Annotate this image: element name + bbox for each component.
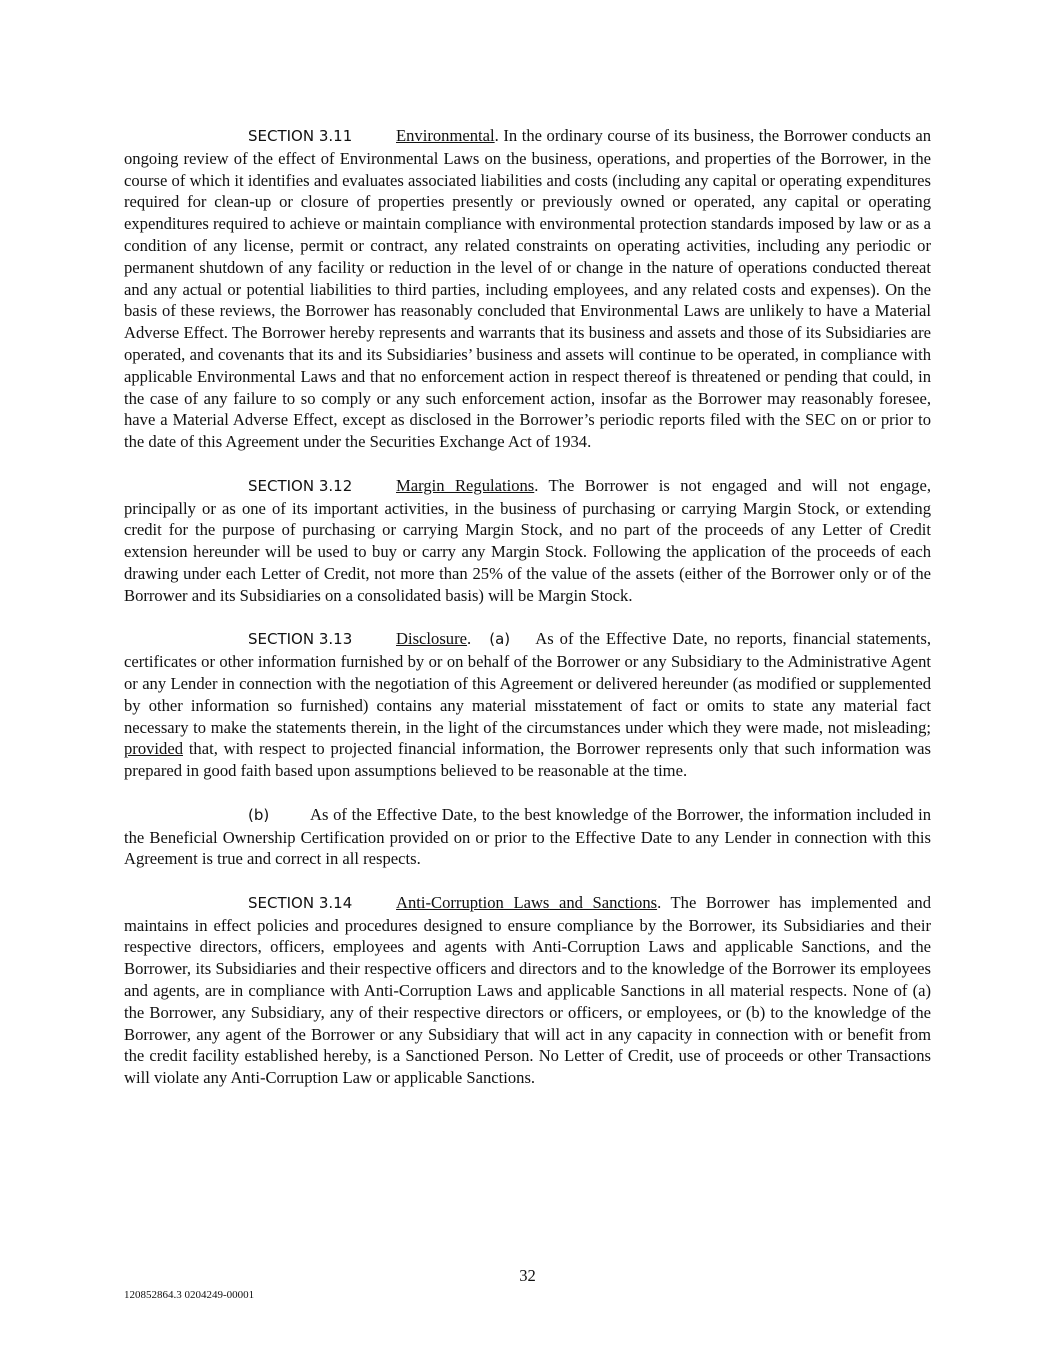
section-text: . In the ordinary course of its business, the Borrower conducts an ongoing review of the effect of Environmental Laws on the business, operations, and properties of the Borrower, in the course of which it identifies and evaluates associated liabilities and costs (including any capital or operating expenditures required for clean-up or closure of properties presently or previously owned or operated, any capital or operating expenditures required to achieve or maintain compliance with environmental protection standards imposed by law or as a condition of any license, permit or contract, any related constraints on operating activities, including any periodic or permanent shutdown of any facility or reduction in the level of or change in the nature of operations conducted thereat and any actual or potential liabilities to third parties, including employees, and any related costs and expenses). On the basis of these reviews, the Borrower has reasonably concluded that Environmental Laws are unlikely to have a Material Adverse Effect. The Borrower hereby represents and warrants that its business and assets and those of its Subsidiaries are operated, and covenants that its and its Subsidiaries’ business and assets will continue to be operated, in compliance with applicable Environmental Laws and that no enforcement action in respect thereof is threatened or pending that could, in the case of any failure to so comply or any such enforcement action, insofar as the Borrower may reasonably foresee, have a Material Adverse Effect, except as disclosed in the Borrower’s periodic reports filed with the SEC on or prior to the date of this Agreement under the Securities Exchange Act of 1934.: [124, 126, 931, 452]
section-3-13-a: SECTION 3.13 Disclosure. (a) As of the Effective Date, no reports, financial statements, certificates or other information furnished by or on behalf of the Borrower or any Subsidiary to the Administrative Agent or any Lender in connection with the negotiation of this Agreement or delivered hereunder (as modified or supplemented by other information so furnished) contains any material misstatement of fact or omits to state any material fact necessary to make the statements therein, in the light of the circumstances under which they were made, not misleading; provided that, with respect to projected financial information, the Borrower represents only that such information was prepared in good faith based upon assumptions believed to be reasonable at the time.: [124, 629, 931, 781]
section-text: . The Borrower has implemented and maintains in effect policies and procedures designed to ensure compliance by the Borrower, its Subsidiaries and their respective directors, officers, employees and agents with Anti-Corruption Laws and applicable Sanctions, and the Borrower, its Subsidiaries and their respective officers and directors and to the knowledge of the Borrower its employees and agents, are in compliance with Anti-Corruption Laws and applicable Sanctions in all material respects. None of (a) the Borrower, any Subsidiary, any of their respective directors or officers, or employees, or (b) to the knowledge of the Borrower, any agent of the Borrower or any Subsidiary that will act in any capacity in connection with or benefit from the credit facility established hereby, is a Sanctioned Person. No Letter of Credit, use of proceeds or other Transactions will violate any Anti-Corruption Law or applicable Sanctions.: [124, 892, 932, 1088]
section-text: . The Borrower is not engaged and will not engage, principally or as one of its important activities, in the business of purchasing or carrying Margin Stock, or extending credit for the purpose of purchasing or carrying Margin Stock, and no part of the proceeds of any Letter of Credit extension hereunder will be used to buy or carry any Margin Stock. Following the application of the proceeds of each drawing under each Letter of Credit, not more than 25% of the value of the assets (either of the Borrower only or of the Borrower and its Subsidiaries on a consolidated basis) will be Margin Stock.: [124, 475, 931, 605]
provided-term: provided: [124, 739, 183, 759]
section-number: SECTION 3.14: [248, 893, 353, 912]
section-number: SECTION 3.11: [248, 127, 353, 145]
document-body: [124, 125, 931, 1111]
subsection-label-b: (b): [248, 805, 270, 824]
subsection-label-a: (a): [489, 630, 511, 649]
section-3-14: [124, 892, 931, 1089]
subsection-text-a-2: that, with respect to projected financial information, the Borrower represents only that such information was prepared in good faith based upon assumptions believed to be reasonable at the time.: [124, 739, 931, 781]
page-number: 32: [519, 1266, 536, 1285]
section-caption: Anti-Corruption Laws and Sanctions: [396, 892, 658, 912]
section-caption: Disclosure: [396, 629, 467, 649]
document-id: 120852864.3 0204249-00001: [124, 1289, 255, 1301]
section-3-13-b: [124, 804, 931, 870]
section-3-12: [124, 475, 931, 607]
subsection-text-a-1: As of the Effective Date, no reports, financial statements, certificates or other information furnished by or on behalf of the Borrower or any Subsidiary to the Administrative Agent or any Lender in connection with the negotiation of this Agreement or delivered hereunder (as modified or supplemented by other information so furnished) contains any material misstatement of fact or omits to state any material fact necessary to make the statements therein, in the light of the circumstances under which they were made, not misleading;: [124, 629, 931, 737]
section-number: SECTION 3.13: [248, 630, 353, 649]
section-number: SECTION 3.12: [248, 476, 353, 495]
section-caption: Environmental: [396, 126, 495, 145]
subsection-text-b: As of the Effective Date, to the best knowledge of the Borrower, the information included in the Beneficial Ownership Certification provided on or prior to the Effective Date to any Lender in connection with this Agreement is true and correct in all respects.: [124, 804, 931, 869]
section-caption: Margin Regulations: [396, 475, 535, 495]
section-3-11: [124, 125, 931, 453]
